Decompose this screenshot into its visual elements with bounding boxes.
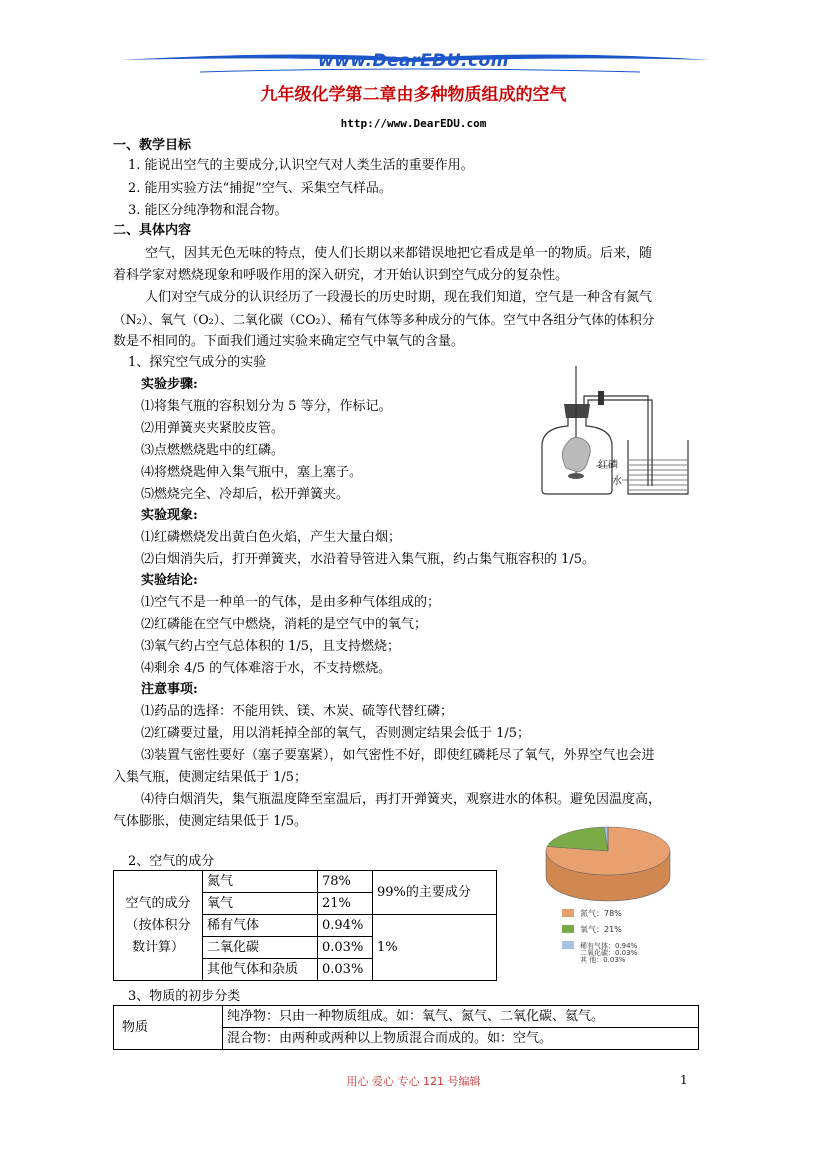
conclusion-heading: 实验结论: [141, 573, 198, 588]
goal-item: 2. 能用实验方法“捕捉”空气、采集空气样品。 [128, 181, 392, 196]
legend-label-0: 氮气：78% [580, 909, 622, 918]
legend-swatch-1 [562, 925, 574, 933]
component-name: 氧气 [203, 893, 318, 915]
group-major: 99%的主要成分 [373, 871, 497, 915]
component-name: 氮气 [203, 871, 318, 893]
page-title: 九年级化学第二章由多种物质组成的空气 [260, 85, 567, 105]
page-number: 1 [680, 1073, 688, 1087]
conclusion-item: ⑷剩余 4/5 的气体难溶于水，不支持燃烧。 [141, 661, 392, 676]
group-minor: 1% [373, 915, 497, 981]
experiment-heading: 1、探究空气成分的实验 [128, 355, 267, 370]
steps-heading: 实验步骤: [141, 377, 198, 392]
goal-item: 3. 能区分纯净物和混合物。 [128, 203, 288, 218]
composition-table [113, 870, 497, 981]
legend-swatch-0 [562, 909, 574, 917]
component-value: 0.94% [318, 915, 373, 937]
air-composition-pie [540, 815, 680, 975]
composition-row-header: 空气的成分 （按体积分 数计算） [114, 871, 203, 981]
paragraph-line: 着科学家对燃烧现象和呼吸作用的深入研究，才开始认识到空气成分的复杂性。 [113, 268, 569, 283]
note-item: ⑶装置气密性要好（塞子要塞紧），如气密性不好，即使红磷耗尽了氧气，外界空气也会进 [141, 748, 655, 763]
classification-label: 物质 [114, 1006, 223, 1050]
component-value: 0.03% [318, 959, 373, 981]
section-heading-content: 二、具体内容 [113, 223, 192, 238]
component-name: 稀有气体 [203, 915, 318, 937]
composition-heading: 2、空气的成分 [128, 854, 215, 869]
component-value: 21% [318, 893, 373, 915]
note-item: 气体膨胀，使测定结果低于 1/5。 [113, 814, 308, 829]
conclusion-item: ⑴空气不是一种单一的气体，是由多种气体组成的； [141, 595, 441, 610]
classification-table [113, 1005, 699, 1050]
apparatus-diagram [528, 356, 708, 501]
footer-text: 用心 爱心 专心 121 号编辑 [346, 1075, 481, 1088]
phenomenon-item: ⑴红磷燃烧发出黄白色火焰，产生大量白烟； [141, 530, 402, 545]
legend-label-4: 其 他：0.03% [580, 956, 626, 964]
paragraph-line: 空气，因其无色无味的特点，使人们长期以来都错误地把它看成是单一的物质。后来，随 [145, 246, 653, 261]
legend-label-2: 稀有气体：0.94% [580, 942, 638, 950]
component-name: 二氧化碳 [203, 937, 318, 959]
conclusion-item: ⑵红磷能在空气中燃烧，消耗的是空气中的氧气； [141, 617, 428, 632]
step-item: ⑴将集气瓶的容积划分为 5 等分，作标记。 [141, 399, 392, 414]
paragraph-line: （N₂）、氧气（O₂）、二氧化碳（CO₂）、稀有气体等多种成分的气体。空气中各组分气体的体积分 [113, 312, 655, 327]
goal-item: 1. 能说出空气的主要成分,认识空气对人类生活的重要作用。 [128, 158, 474, 173]
step-item: ⑶点燃燃烧匙中的红磷。 [141, 443, 285, 458]
mixture: 混合物：由两种或两种以上物质混合而成的。如：空气。 [223, 1028, 699, 1050]
note-item: ⑵红磷要过量，用以消耗掉全部的氧气，否则测定结果会低于 1/5； [141, 726, 531, 741]
component-value: 78% [318, 871, 373, 893]
legend-label-1: 氧气：21% [580, 925, 622, 934]
step-item: ⑸燃烧完全、冷却后，松开弹簧夹。 [141, 487, 350, 502]
phenomenon-item: ⑵白烟消失后，打开弹簧夹，水沿着导管进入集气瓶，约占集气瓶容积的 1/5。 [141, 552, 596, 567]
legend-label-3: 二氧化碳：0.03% [580, 949, 638, 957]
component-name: 其他气体和杂质 [203, 959, 318, 981]
paragraph-line: 人们对空气成分的认识经历了一段漫长的历史时期，现在我们知道，空气是一种含有氮气 [145, 290, 653, 305]
label-water: 水 [612, 476, 622, 487]
notes-heading: 注意事项: [141, 682, 198, 697]
note-item: ⑷待白烟消失，集气瓶温度降至室温后，再打开弹簧夹，观察进水的体积。避免因温度高， [141, 792, 662, 807]
legend-swatch-2 [562, 941, 574, 949]
site-url[interactable]: http://www.DearEDU.com [340, 117, 487, 130]
paragraph-line: 数是不相同的。下面我们通过实验来确定空气中氧气的含量。 [113, 334, 465, 349]
pie-slice-1 [547, 827, 608, 851]
site-banner [0, 48, 827, 78]
conclusion-item: ⑶氧气约占空气总体积的 1/5，且支持燃烧； [141, 639, 401, 654]
section-heading-goals: 一、教学目标 [113, 138, 192, 153]
step-item: ⑷将燃烧匙伸入集气瓶中，塞上塞子。 [141, 465, 363, 480]
site-name: www.DearEDU.com [318, 51, 509, 71]
pure-substance: 纯净物：只由一种物质组成。如：氧气、氮气、二氧化碳、氦气。 [223, 1006, 699, 1028]
phenomena-heading: 实验现象: [141, 508, 198, 523]
step-item: ⑵用弹簧夹夹紧胶皮管。 [141, 421, 285, 436]
component-value: 0.03% [318, 937, 373, 959]
note-item: 入集气瓶，使测定结果低于 1/5； [113, 770, 308, 785]
classification-heading: 3、物质的初步分类 [128, 989, 241, 1004]
label-phosphorus: 红磷 [598, 460, 618, 471]
note-item: ⑴药品的选择：不能用铁、镁、木炭、硫等代替红磷； [141, 704, 454, 719]
